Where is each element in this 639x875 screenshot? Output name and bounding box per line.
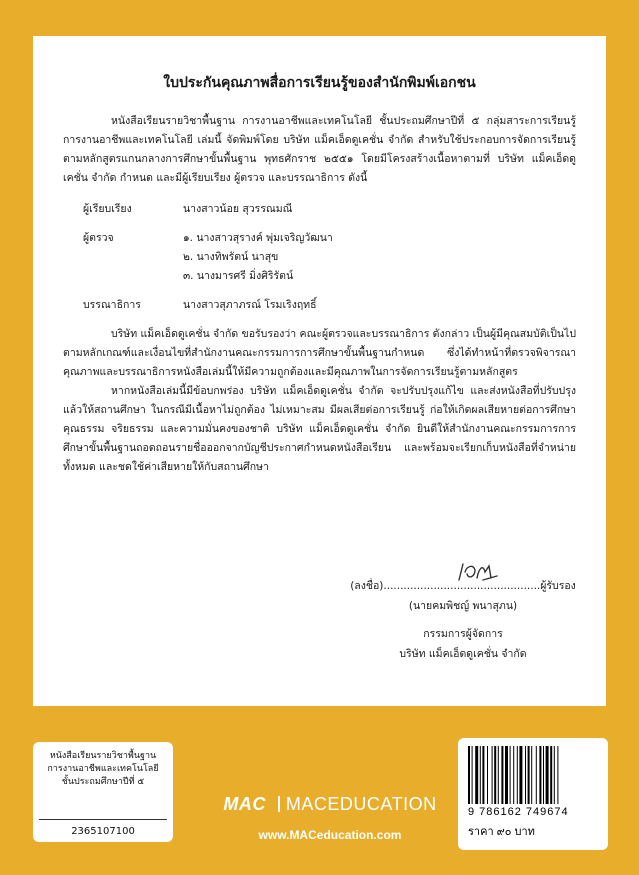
author-name: นางสาวน้อย สุวรรณมณี <box>183 203 293 215</box>
barcode-panel <box>458 738 608 850</box>
price-label: ราคา ๙๐ บาท <box>468 826 535 838</box>
barcode-bar <box>539 746 541 804</box>
label-line-1: หนังสือเรียนรายวิชาพื้นฐาน <box>49 751 157 761</box>
author-row <box>63 200 576 219</box>
reviewer-1: ๑. นางสาวสุรางค์ พุ่มเจริญวัฒนา <box>183 232 333 244</box>
signature-block <box>343 576 583 664</box>
brand-name: MACEDUCATION <box>285 794 437 814</box>
book-code: 2365107100 <box>71 826 135 837</box>
isbn-number: 9 786162 749674 <box>468 806 569 818</box>
barcode-bar <box>510 746 511 804</box>
book-label <box>33 742 173 842</box>
barcode-bar <box>482 746 484 804</box>
brand-separator <box>278 796 280 812</box>
barcode-bar <box>531 746 532 804</box>
barcode-bar <box>505 746 508 804</box>
cover-bottom <box>0 730 639 875</box>
reviewer-names <box>183 229 576 286</box>
barcode-bar <box>468 746 470 804</box>
label-line-2: การงานอาชีพและเทคโนโลยี <box>47 764 159 774</box>
barcode-bar <box>498 746 499 804</box>
staff-list <box>63 200 576 315</box>
barcode-bar <box>519 746 522 804</box>
barcode-bar <box>487 746 488 804</box>
isbn-barcode <box>468 746 598 804</box>
guarantee-document <box>33 36 606 706</box>
mac-logo-mark: MAC <box>223 794 266 814</box>
barcode-bar <box>492 746 493 804</box>
barcode-bar <box>528 746 530 804</box>
signature-line <box>343 576 583 596</box>
reviewer-3: ๓. นางมารศรี มิ่งศิริรัตน์ <box>183 270 294 282</box>
reviewer-row <box>63 229 576 286</box>
barcode-bar <box>480 746 481 804</box>
editor-role: บรรณาธิการ <box>83 299 141 311</box>
barcode-bar <box>550 746 552 804</box>
author-role: ผู้เรียบเรียง <box>83 203 132 215</box>
reviewer-2: ๒. นางทิพรัตน์ นาสุข <box>183 251 279 263</box>
reviewer-role: ผู้ตรวจ <box>83 232 114 244</box>
barcode-bar <box>557 746 558 804</box>
document-title: ใบประกันคุณภาพสื่อการเรียนรู้ของสำนักพิมพ์เอกชน <box>163 75 476 91</box>
barcode-bar <box>554 746 555 804</box>
barcode-bar <box>517 746 518 804</box>
barcode-bar <box>494 746 496 804</box>
barcode-bar <box>536 746 537 804</box>
editor-name: นางสาวสุภาภรณ์ โรมเริงฤทธิ์ <box>183 299 317 311</box>
barcode-bar <box>501 746 503 804</box>
barcode-bar <box>472 746 473 804</box>
signer-company: บริษัท แม็คเอ็ดดูเคชั่น จำกัด <box>399 648 527 660</box>
editor-row <box>63 296 576 315</box>
label-divider <box>39 819 167 820</box>
signer-name: (นายคมพิชญ์ พนาสุภน) <box>408 600 518 612</box>
barcode-bar <box>546 746 549 804</box>
handwritten-signature <box>453 558 501 588</box>
barcode-bar <box>475 746 478 804</box>
sign-prefix: (ลงชื่อ)...............................................ผู้รับรอง <box>350 580 576 592</box>
barcode-bar <box>513 746 514 804</box>
liability-paragraph: หากหนังสือเล่มนี้มีข้อบกพร่อง บริษัท แม็คเอ็ดดูเคชั่น จำกัด จะปรับปรุงแก้ไข และส่งหนังสือที่ปรับปรุงแล้วให้สถานศึกษา ในกรณีมีเนื้อหาไม่ถูกต้อง ไม่เหมาะสม มีผลเสียต่อการเรียนรู้ ก่อให้เกิดผลเสียหายต่อการศึกษา คุณธรรม จริยธรรม และความมั่นคงของชาติ บริษัท แม็คเอ็ดดูเคชั่น จำกัด ยินดีให้สำนักงานคณะกรรมการการศึกษาขั้นพื้นฐานถอดถอนรายชื่อออกจากบัญชีประกาศกำหนดหนังสือเรียน และพร้อมจะเรียกเก็บหนังสือที่จำหน่ายทั้งหมด และชดใช้ค่าเสียหายให้กับสถานศึกษา <box>63 385 576 473</box>
publisher-website: www.MACeducation.com <box>258 828 402 842</box>
publisher-brand <box>200 794 460 815</box>
label-line-3: ชั้นประถมศึกษาปีที่ ๕ <box>61 777 145 787</box>
intro-paragraph: หนังสือเรียนรายวิชาพื้นฐาน การงานอาชีพและเทคโนโลยี ชั้นประถมศึกษาปีที่ ๕ กลุ่มสาระการเรียนรู้การงานอาชีพและเทคโนโลยี เล่มนี้ จัดพิมพ์โดย บริษัท แม็คเอ็ดดูเคชั่น จำกัด สำหรับใช้ประกอบการจัดการเรียนรู้ตามหลักสูตรแกนกลางการศึกษาขั้นพื้นฐาน พุทธศักราช ๒๕๕๑ โดยมีโครงสร้างเนื้อหาตามที่ บริษัท แม็คเอ็ดดูเคชั่น จำกัด กำหนด และมีผู้เรียบเรียง ผู้ตรวจ และบรรณาธิการ ดังนี้ <box>63 115 576 184</box>
signer-title: กรรมการผู้จัดการ <box>423 628 503 640</box>
barcode-bar <box>543 746 544 804</box>
certification-paragraph: บริษัท แม็คเอ็ดดูเคชั่น จำกัด ขอรับรองว่า คณะผู้ตรวจและบรรณาธิการ ดังกล่าว เป็นผู้มีคุณสมบัติเป็นไปตามหลักเกณฑ์และเงื่อนไขที่สำนักงานคณะกรรมการการศึกษาขั้นพื้นฐานกำหนด ซึ่งได้ทำหน้าที่ตรวจพิจารณาคุณภาพและบรรณาธิการหนังสือเล่มนี้ให้มีความถูกต้องและมีคุณภาพในการจัดการเรียนรู้ตามหลักสูตร <box>63 328 576 378</box>
barcode-bar <box>525 746 526 804</box>
